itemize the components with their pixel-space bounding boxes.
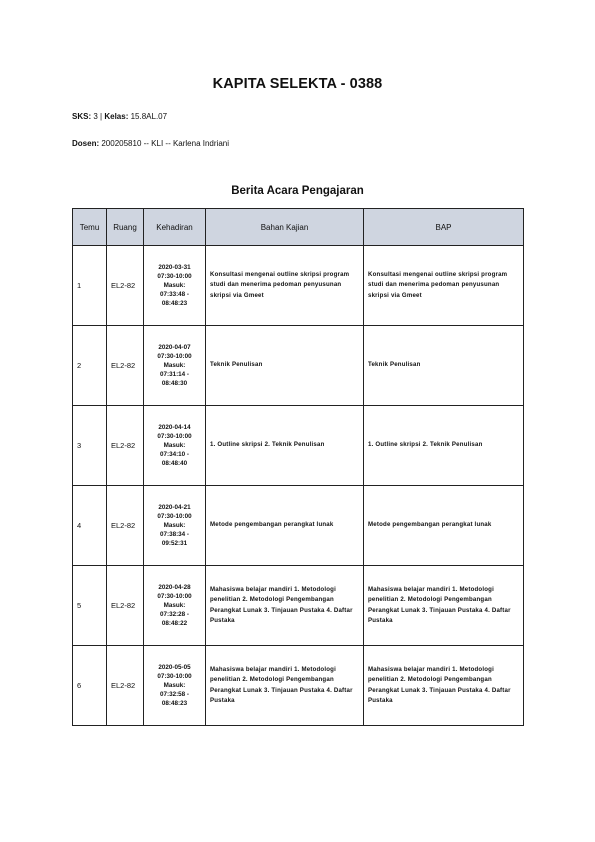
table-row — [73, 326, 524, 406]
kehadiran-line: Masuk: — [163, 362, 186, 369]
table-header-row — [73, 209, 524, 246]
kehadiran-line: 09:52:31 — [161, 540, 188, 547]
kehadiran-line: 08:48:30 — [161, 380, 188, 387]
kehadiran-line: 07:30-10:00 — [157, 353, 192, 360]
kehadiran-line: Masuk: — [163, 442, 186, 449]
kehadiran-line: 07:32:58 - — [159, 691, 190, 698]
kehadiran-line: 07:34:10 - — [159, 451, 190, 458]
ruang-cell: EL2-82 — [107, 326, 144, 406]
header-bahan-kajian: Bahan Kajian — [206, 209, 364, 246]
bap-cell: Mahasiswa belajar mandiri 1. Metodologi penelitian 2. Metodologi Pengembangan Perangkat Lunak 3. Tinjauan Pustaka 4. Daftar Pustaka — [364, 646, 524, 726]
bahan-kajian-cell: Konsultasi mengenai outline skripsi program studi dan menerima pedoman penyusunan skripsi via Gmeet — [206, 246, 364, 326]
table-row — [73, 566, 524, 646]
header-bap: BAP — [364, 209, 524, 246]
kehadiran-line: 07:33:48 - — [159, 291, 190, 298]
kehadiran-line: 2020-04-07 — [158, 344, 191, 351]
kehadiran-line: 07:32:28 - — [159, 611, 190, 618]
ruang-cell: EL2-82 — [107, 246, 144, 326]
ruang-cell: EL2-82 — [107, 646, 144, 726]
temu-cell: 2 — [73, 326, 107, 406]
bap-cell: Metode pengembangan perangkat lunak — [364, 486, 524, 566]
temu-cell: 1 — [73, 246, 107, 326]
kehadiran-line: 07:38:34 - — [159, 531, 190, 538]
table-row — [73, 246, 524, 326]
bahan-kajian-cell: 1. Outline skripsi 2. Teknik Penulisan — [206, 406, 364, 486]
kehadiran-cell — [144, 566, 206, 646]
bahan-kajian-cell: Mahasiswa belajar mandiri 1. Metodologi penelitian 2. Metodologi Pengembangan Perangkat Lunak 3. Tinjauan Pustaka 4. Daftar Pustaka — [206, 566, 364, 646]
bap-cell: Teknik Penulisan — [364, 326, 524, 406]
table-row — [73, 486, 524, 566]
kehadiran-line: 2020-04-28 — [158, 584, 191, 591]
table-row — [73, 406, 524, 486]
table-row — [73, 646, 524, 726]
dosen-label: Dosen: — [72, 139, 100, 148]
bap-cell: Konsultasi mengenai outline skripsi program studi dan menerima pedoman penyusunan skripsi via Gmeet — [364, 246, 524, 326]
temu-cell: 6 — [73, 646, 107, 726]
kehadiran-line: 07:30-10:00 — [157, 433, 192, 440]
sks-value: 3 | — [93, 112, 103, 121]
kehadiran-line: Masuk: — [163, 522, 186, 529]
bahan-kajian-cell: Mahasiswa belajar mandiri 1. Metodologi penelitian 2. Metodologi Pengembangan Perangkat Lunak 3. Tinjauan Pustaka 4. Daftar Pustaka — [206, 646, 364, 726]
bap-table — [72, 208, 524, 726]
sks-label: SKS: — [72, 112, 92, 121]
kehadiran-cell — [144, 246, 206, 326]
kehadiran-line: Masuk: — [163, 682, 186, 689]
temu-cell: 3 — [73, 406, 107, 486]
kehadiran-line: 07:30-10:00 — [157, 513, 192, 520]
kehadiran-line: 08:48:23 — [161, 700, 188, 707]
kehadiran-line: 08:48:40 — [161, 460, 188, 467]
kehadiran-line: 2020-04-14 — [158, 424, 191, 431]
kehadiran-line: 2020-04-21 — [158, 504, 191, 511]
ruang-cell: EL2-82 — [107, 486, 144, 566]
kehadiran-line: 2020-03-31 — [158, 264, 191, 271]
kehadiran-line: 08:48:23 — [161, 300, 188, 307]
kehadiran-line: 07:31:14 - — [159, 371, 190, 378]
kehadiran-line: 08:48:22 — [161, 620, 188, 627]
lecturer-info — [72, 139, 229, 148]
kehadiran-line: 07:30-10:00 — [157, 273, 192, 280]
header-temu: Temu — [73, 209, 107, 246]
kehadiran-line: 07:30-10:00 — [157, 593, 192, 600]
kehadiran-cell — [144, 646, 206, 726]
dosen-value: 200205810 -- KLI -- Karlena Indriani — [101, 139, 229, 148]
kehadiran-cell — [144, 406, 206, 486]
temu-cell: 4 — [73, 486, 107, 566]
kehadiran-line: 2020-05-05 — [158, 664, 191, 671]
section-title: Berita Acara Pengajaran — [231, 185, 364, 197]
bahan-kajian-cell: Metode pengembangan perangkat lunak — [206, 486, 364, 566]
bap-cell: 1. Outline skripsi 2. Teknik Penulisan — [364, 406, 524, 486]
page-title: KAPITA SELEKTA - 0388 — [212, 76, 383, 92]
temu-cell: 5 — [73, 566, 107, 646]
bap-cell: Mahasiswa belajar mandiri 1. Metodologi penelitian 2. Metodologi Pengembangan Perangkat Lunak 3. Tinjauan Pustaka 4. Daftar Pustaka — [364, 566, 524, 646]
ruang-cell: EL2-82 — [107, 566, 144, 646]
ruang-cell: EL2-82 — [107, 406, 144, 486]
header-kehadiran: Kehadiran — [144, 209, 206, 246]
bahan-kajian-cell: Teknik Penulisan — [206, 326, 364, 406]
kehadiran-cell — [144, 486, 206, 566]
kehadiran-line: 07:30-10:00 — [157, 673, 192, 680]
course-info — [72, 112, 167, 121]
header-ruang: Ruang — [107, 209, 144, 246]
kehadiran-line: Masuk: — [163, 282, 186, 289]
kehadiran-cell — [144, 326, 206, 406]
kelas-value: 15.8AL.07 — [130, 112, 168, 121]
kelas-label: Kelas: — [104, 112, 129, 121]
kehadiran-line: Masuk: — [163, 602, 186, 609]
